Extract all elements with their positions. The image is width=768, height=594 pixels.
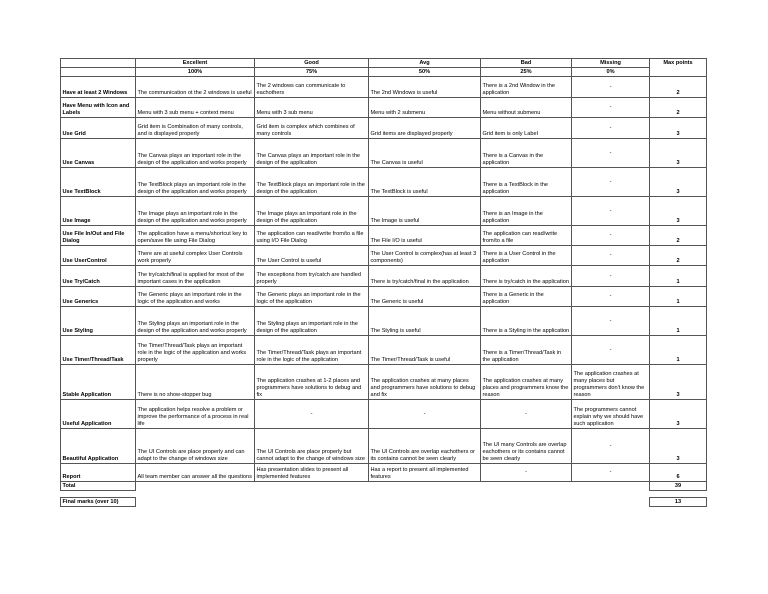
avg-cell: Grid items are displayed properly [369,118,481,139]
bad-cell: There is a Styling in the application [481,307,572,336]
avg-cell: - [369,400,481,429]
rubric-sheet [60,58,706,507]
good-cell: The Timer/Thread/Task plays an important role in the logic of the application [255,336,369,365]
bad-cell: - [481,464,572,482]
points-cell: 3 [650,118,707,139]
bad-cell: There is an Image in the application [481,197,572,226]
points-cell: 3 [650,400,707,429]
bad-cell: There is a User Control in the application [481,246,572,266]
bad-cell: There is a Timer/Thread/Task in the application [481,336,572,365]
header-missing: Missing [572,59,650,68]
bad-cell: There is a 2nd Window in the application [481,77,572,98]
avg-cell: The Generic is useful [369,287,481,307]
points-cell: 3 [650,168,707,197]
good-cell: The TextBlock plays an important role in the design of the application [255,168,369,197]
rubric-row [61,77,707,98]
rubric-row [61,365,707,400]
avg-cell: The UI Controls are overlap eachothers or its contains cannot be seen clearly [369,429,481,464]
points-cell: 2 [650,77,707,98]
missing-cell: - [572,246,650,266]
criterion-label: Report [61,464,136,482]
points-cell: 3 [650,139,707,168]
criterion-label: Have Menu with Icon and Labels [61,98,136,118]
criterion-label: Use Styling [61,307,136,336]
avg-cell: The Canvas is useful [369,139,481,168]
missing-cell: - [572,287,650,307]
points-cell: 3 [650,365,707,400]
missing-cell: The programmers cannot explain why we should have such application [572,400,650,429]
rubric-row [61,168,707,197]
header-row-percents [61,68,707,77]
good-cell: The Image plays an important role in the design of the application [255,197,369,226]
criterion-label: Use Canvas [61,139,136,168]
missing-cell: - [572,226,650,246]
points-cell: 1 [650,336,707,365]
rubric-table [60,58,707,507]
criterion-label: Use File In/Out and File Dialog [61,226,136,246]
bad-cell: There is a Generic in the application [481,287,572,307]
final-blank [136,498,650,507]
missing-cell: - [572,197,650,226]
criterion-label: Use Try/Catch [61,266,136,287]
percent-avg: 50% [369,68,481,77]
total-blank [136,482,650,491]
avg-cell: The User Control is complex(has at least 3 components) [369,246,481,266]
excellent-cell: The application helps resolve a problem or improve the performance of a process in real life [136,400,255,429]
bad-cell: Grid item is only Label [481,118,572,139]
excellent-cell: The communication ot the 2 windows is useful [136,77,255,98]
header-blank-cell [61,68,136,77]
good-cell: Grid item is complex which combines of many controls [255,118,369,139]
percent-missing: 0% [572,68,650,77]
rubric-row [61,246,707,266]
avg-cell: Has a report to present all implemented features [369,464,481,482]
percent-excellent: 100% [136,68,255,77]
rubric-row [61,118,707,139]
avg-cell: The Styling is useful [369,307,481,336]
criterion-label: Useful Application [61,400,136,429]
points-cell: 1 [650,307,707,336]
good-cell: Has presentation slides to present all implemented features [255,464,369,482]
good-cell: Menu with 3 sub menu [255,98,369,118]
criterion-label: Have at least 2 Windows [61,77,136,98]
missing-cell: - [572,336,650,365]
bad-cell: The application crashes at many places and programmers know the reason [481,365,572,400]
missing-cell: - [572,429,650,464]
avg-cell: The application crashes at many places and programmers have solutions to debug and fix [369,365,481,400]
header-avg: Avg [369,59,481,68]
missing-cell: - [572,77,650,98]
rubric-row [61,464,707,482]
missing-cell: - [572,98,650,118]
header-bad: Bad [481,59,572,68]
missing-cell: - [572,266,650,287]
total-value: 39 [650,482,707,491]
excellent-cell: Grid item is Combination of many controls, and is displayed properly [136,118,255,139]
avg-cell: The Image is useful [369,197,481,226]
avg-cell: There is try/catch/final in the application [369,266,481,287]
excellent-cell: The application have a menu/shortcut key to open/save file using File Dialog [136,226,255,246]
header-excellent: Excellent [136,59,255,68]
final-row [61,498,707,507]
missing-cell: - [572,139,650,168]
good-cell: The UI Controls are place properly but cannot adapt to the change of windows size [255,429,369,464]
criterion-label: Use UserControl [61,246,136,266]
bad-cell: - [481,400,572,429]
criterion-label: Stable Application [61,365,136,400]
criterion-label: Use Image [61,197,136,226]
criterion-label: Use Timer/Thread/Task [61,336,136,365]
bad-cell: There is a Canvas in the application [481,139,572,168]
rubric-row [61,197,707,226]
missing-cell: - [572,118,650,139]
rubric-row [61,336,707,365]
header-blank-cell [61,59,136,68]
bad-cell: The UI many Controls are overlap eachothers or its contains cannot be seen clearly [481,429,572,464]
good-cell: The 2 windows can communicate to eachothers [255,77,369,98]
excellent-cell: The Timer/Thread/Task plays an important role in the logic of the application and works properly [136,336,255,365]
excellent-cell: All team member can answer all the questions [136,464,255,482]
criterion-label: Use Grid [61,118,136,139]
avg-cell: The Timer/Thread/Task is useful [369,336,481,365]
missing-cell: - [572,464,650,482]
rubric-row [61,226,707,246]
points-cell: 2 [650,246,707,266]
bad-cell: Menu without submenu [481,98,572,118]
rubric-row [61,98,707,118]
rubric-row [61,307,707,336]
missing-cell: - [572,168,650,197]
points-cell: 1 [650,266,707,287]
rubric-row [61,429,707,464]
good-cell: The exceptions from try/catch are handled properly [255,266,369,287]
rubric-row [61,139,707,168]
percent-bad: 25% [481,68,572,77]
spacer-row [61,491,707,498]
excellent-cell: The UI Controls are place properly and can adapt to the change of windows size [136,429,255,464]
header-max-points: Max points [650,59,707,77]
good-cell: The application can read/write from/to a file using I/O File Dialog [255,226,369,246]
excellent-cell: The Generic plays an important role in the logic of the application and works [136,287,255,307]
good-cell: The Generic plays an important role in the logic of the application [255,287,369,307]
points-cell: 3 [650,429,707,464]
points-cell: 2 [650,98,707,118]
avg-cell: The TextBlock is useful [369,168,481,197]
excellent-cell: The Canvas plays an important role in the design of the application and works properly [136,139,255,168]
excellent-cell: The TextBlock plays an important role in the design of the application and works properly [136,168,255,197]
rubric-row [61,400,707,429]
criterion-label: Use TextBlock [61,168,136,197]
total-row [61,482,707,491]
avg-cell: The File I/O is useful [369,226,481,246]
excellent-cell: The Image plays an important role in the design of the application and works properly [136,197,255,226]
header-good: Good [255,59,369,68]
criterion-label: Beautiful Application [61,429,136,464]
rubric-row [61,266,707,287]
good-cell: The Canvas plays an important role in the design of the application [255,139,369,168]
points-cell: 3 [650,197,707,226]
points-cell: 6 [650,464,707,482]
bad-cell: The application can read/write from/to a file [481,226,572,246]
avg-cell: Menu with 2 submenu [369,98,481,118]
bad-cell: There is try/catch in the application [481,266,572,287]
good-cell: The application crashes at 1-2 places and programmers have solutions to debug and fix [255,365,369,400]
excellent-cell: The try/catch/final is applied for most of the important cases in the application [136,266,255,287]
excellent-cell: There is no show-stopper bug [136,365,255,400]
points-cell: 1 [650,287,707,307]
excellent-cell: The Styling plays an important role in the design of the application and works properly [136,307,255,336]
missing-cell: The application crashes at many places but programmers don't know the reason [572,365,650,400]
rubric-row [61,287,707,307]
header-row-levels [61,59,707,68]
spacer-cell [61,491,707,498]
points-cell: 2 [650,226,707,246]
good-cell: - [255,400,369,429]
final-label: Final marks (over 10) [61,498,136,507]
missing-cell: - [572,307,650,336]
percent-good: 75% [255,68,369,77]
excellent-cell: There are at useful complex User Controls work properly [136,246,255,266]
final-value: 13 [650,498,707,507]
good-cell: The User Control is useful [255,246,369,266]
good-cell: The Styling plays an important role in the design of the application [255,307,369,336]
bad-cell: There is a TextBlock in the application [481,168,572,197]
avg-cell: The 2nd Windows is useful [369,77,481,98]
total-label: Total [61,482,136,491]
excellent-cell: Menu with 3 sub menu + context menu [136,98,255,118]
criterion-label: Use Generics [61,287,136,307]
